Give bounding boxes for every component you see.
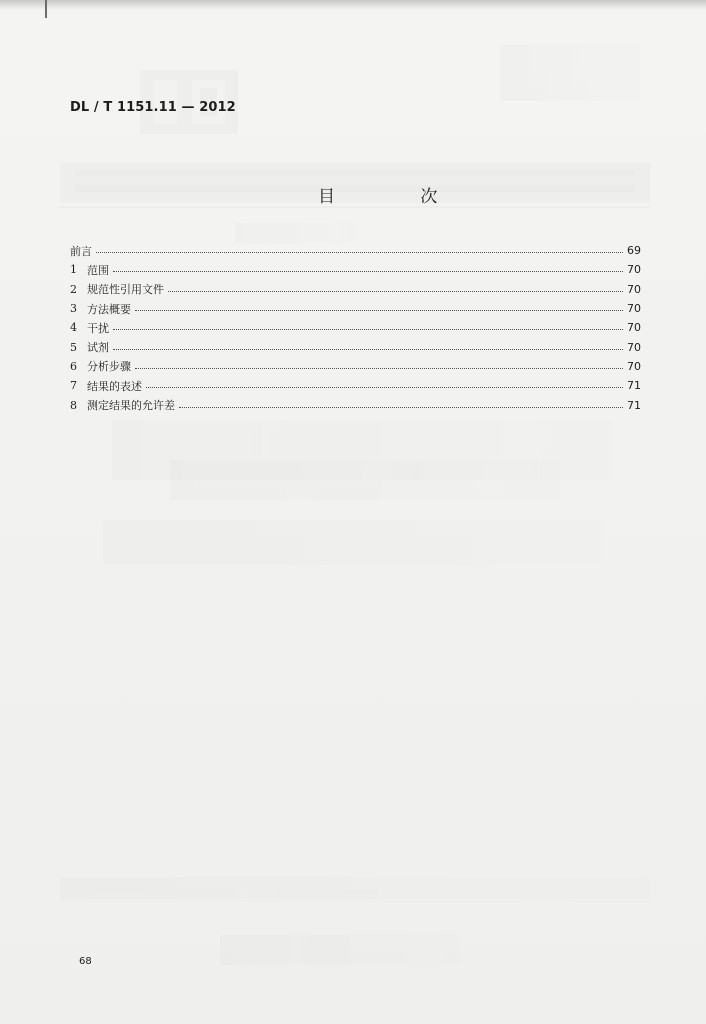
show-through-block <box>103 520 603 565</box>
toc-entry-number: 7 <box>70 379 77 393</box>
toc-leader-dots <box>113 329 623 330</box>
toc-entry-label: 规范性引用文件 <box>87 283 164 297</box>
show-through-block <box>235 223 355 243</box>
toc-entry-page: 70 <box>627 321 641 335</box>
toc-entry-label: 测定结果的允许差 <box>87 399 175 413</box>
document-code: DL / T 1151.11 — 2012 <box>70 100 236 115</box>
toc-entry-references[interactable] <box>70 280 641 299</box>
toc-entry-number: 5 <box>70 340 77 354</box>
toc-entry-label: 范围 <box>87 263 109 277</box>
toc-entry-label: 前言 <box>70 244 92 258</box>
toc-entry-page: 69 <box>627 244 641 258</box>
toc-entry-number: 2 <box>70 282 77 296</box>
toc-entry-number: 1 <box>70 263 77 277</box>
scan-margin-mark <box>45 0 47 18</box>
toc-entry-method-summary[interactable] <box>70 299 641 318</box>
toc-leader-dots <box>135 368 623 369</box>
toc-leader-dots <box>168 291 623 292</box>
toc-entry-foreword[interactable] <box>70 241 641 260</box>
toc-entry-label: 分析步骤 <box>87 360 131 374</box>
toc-leader-dots <box>113 349 623 350</box>
toc-entry-page: 70 <box>627 340 641 354</box>
toc-entry-analysis-steps[interactable] <box>70 357 641 376</box>
toc-entry-scope[interactable] <box>70 260 641 279</box>
toc-leader-dots <box>135 310 623 311</box>
show-through-block <box>220 935 460 965</box>
toc-entry-page: 70 <box>627 263 641 277</box>
toc-leader-dots <box>96 252 623 253</box>
show-through-block <box>112 420 612 480</box>
footer-page-number: 68 <box>79 956 92 967</box>
toc-entry-number: 6 <box>70 359 77 373</box>
toc-entry-number: 8 <box>70 398 77 412</box>
show-through-block <box>170 460 560 500</box>
toc-entry-label: 结果的表述 <box>87 379 142 393</box>
toc-leader-dots <box>113 271 623 272</box>
toc-entry-page: 70 <box>627 282 641 296</box>
toc-entry-label: 试剂 <box>87 341 109 355</box>
table-of-contents <box>70 241 641 415</box>
show-through-rule <box>60 900 652 902</box>
toc-leader-dots <box>179 407 623 408</box>
toc-entry-page: 70 <box>627 302 641 316</box>
toc-entry-page: 71 <box>627 398 641 412</box>
toc-entry-interference[interactable] <box>70 318 641 337</box>
toc-entry-label: 方法概要 <box>87 302 131 316</box>
toc-entry-page: 70 <box>627 359 641 373</box>
show-through-block <box>60 877 650 899</box>
toc-leader-dots <box>146 387 623 388</box>
toc-entry-reagents[interactable] <box>70 337 641 356</box>
toc-entry-label: 干扰 <box>87 321 109 335</box>
toc-entry-number: 4 <box>70 321 77 335</box>
toc-entry-results-expression[interactable] <box>70 376 641 395</box>
show-through-block <box>500 45 640 101</box>
toc-entry-number: 3 <box>70 302 77 316</box>
toc-entry-allowable-difference[interactable] <box>70 395 641 414</box>
toc-title: 目 次 <box>318 187 478 207</box>
toc-entry-page: 71 <box>627 379 641 393</box>
scan-top-shadow <box>0 0 706 10</box>
